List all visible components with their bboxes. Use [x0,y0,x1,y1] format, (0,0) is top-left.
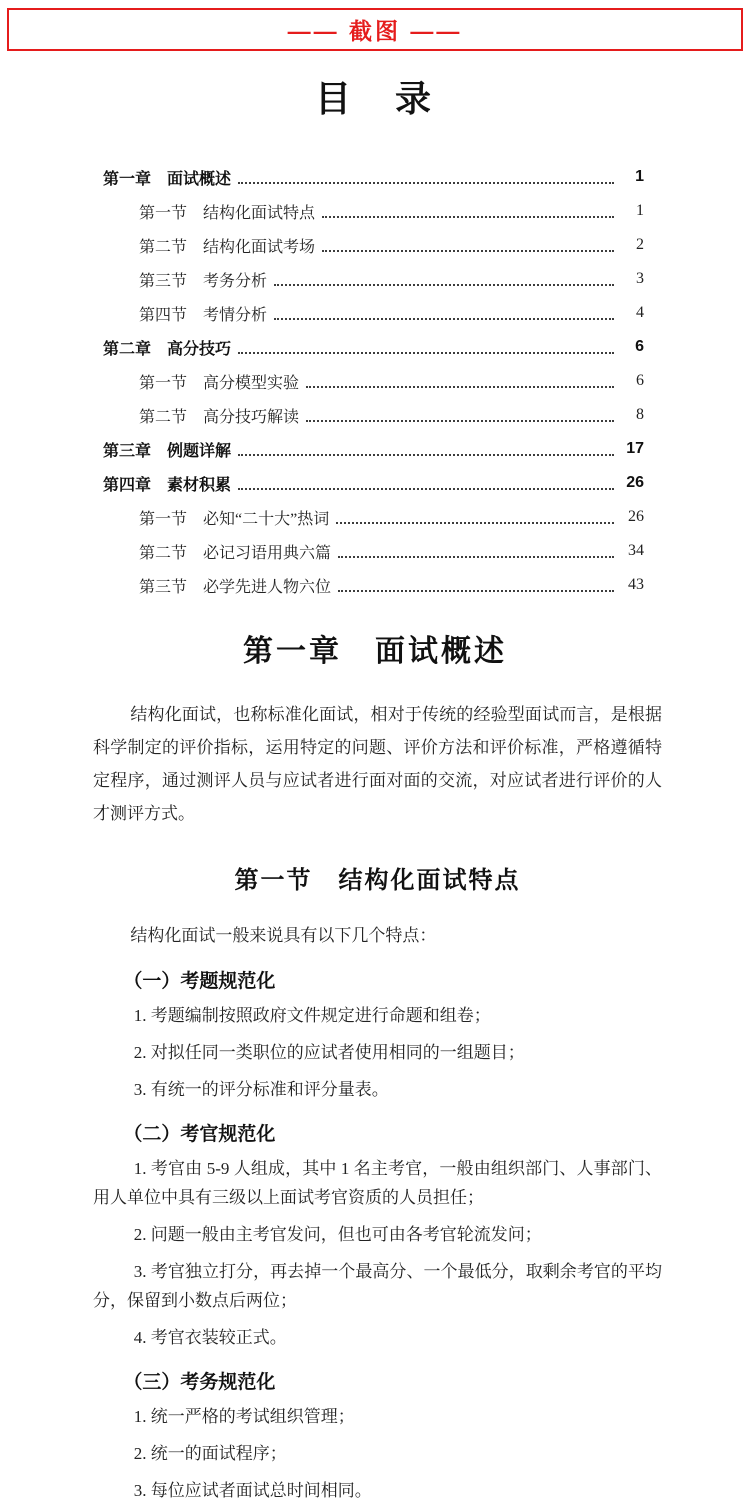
toc-dot-leader [238,340,614,354]
toc-entry [103,160,644,194]
toc-entry-label: 第三节 考务分析 [139,272,268,290]
toc-dot-leader [238,476,614,490]
toc-entry-label: 第二节 高分技巧解读 [139,408,300,426]
toc-entry [103,534,644,568]
subsection-heading: （三）考务规范化 [123,1372,276,1393]
chapter-intro: 结构化面试，也称标准化面试，相对于传统的经验型面试而言，是根据科学制定的评价指标，运用特定的问题、评价方法和评价标准，严格遵循特定程序，通过测评人员与应试者进行面对面的交流，对应试者进行评价的人才测评方式。 [93,705,662,823]
toc-entry [103,466,644,500]
toc-entry [103,432,644,466]
toc-entry-label: 第四节 考情分析 [139,306,268,324]
subsection-heading: （一）考题规范化 [123,971,276,992]
toc-entry [103,296,644,330]
section-lead: 结构化面试一般来说具有以下几个特点： [130,926,437,945]
toc-dot-leader [338,578,614,592]
toc-page-number: 43 [628,576,644,593]
list-item: 1. 考题编制按照政府文件规定进行命题和组卷； [133,1006,491,1025]
toc-dot-leader [274,306,614,320]
toc-dot-leader [274,272,614,286]
toc-entry [103,364,644,398]
list-item: 3. 每位应试者面试总时间相同。 [133,1481,372,1500]
toc-entry [103,262,644,296]
toc-entry-label: 第一节 结构化面试特点 [139,204,316,222]
subsection-heading: （二）考官规范化 [123,1124,276,1145]
list-item: 2. 对拟任同一类职位的应试者使用相同的一组题目； [133,1043,525,1062]
toc-page-number: 1 [635,168,644,185]
toc-entry [103,194,644,228]
toc-entry-label: 第一章 面试概述 [103,170,232,188]
toc-page-number: 34 [628,542,644,559]
banner-label: —— 截图 —— [287,18,463,44]
toc-entry [103,398,644,432]
toc-page-number: 6 [636,372,644,389]
list-item: 3. 考官独立打分，再去掉一个最高分、一个最低分，取剩余考官的平均分，保留到小数点后两位； [93,1262,662,1310]
toc-page-number: 1 [636,202,644,219]
toc-dot-leader [322,204,614,218]
list-item: 1. 考官由 5-9 人组成，其中 1 名主考官，一般由组织部门、人事部门、用人单位中具有三级以上面试考官资质的人员担任； [93,1159,662,1207]
section-heading: 第一节 结构化面试特点 [234,867,521,894]
list-item: 1. 统一严格的考试组织管理； [133,1407,355,1426]
list-item: 3. 有统一的评分标准和评分量表。 [133,1080,389,1099]
toc-dot-leader [306,408,614,422]
toc-dot-leader [338,544,614,558]
toc-page-number: 17 [626,440,644,457]
toc-page-number: 3 [636,270,644,287]
toc-entry-label: 第二节 结构化面试考场 [139,238,316,256]
toc-entry-label: 第二章 高分技巧 [103,340,232,358]
toc-title: 目 录 [314,78,435,119]
toc-entry [103,330,644,364]
toc-entry-label: 第二节 必记习语用典六篇 [139,544,332,562]
toc-entry [103,228,644,262]
toc-entry-label: 第三章 例题详解 [103,442,232,460]
toc-dot-leader [336,510,614,524]
list-item: 2. 统一的面试程序； [133,1444,287,1463]
toc-entry-label: 第一节 高分模型实验 [139,374,300,392]
toc-page-number: 8 [636,406,644,423]
toc-page-number: 26 [626,474,644,491]
toc-page-number: 2 [636,236,644,253]
toc-page-number: 6 [635,338,644,355]
list-item: 4. 考官衣装较正式。 [133,1328,287,1347]
toc-entry-label: 第三节 必学先进人物六位 [139,578,332,596]
toc-dot-leader [322,238,614,252]
screenshot-banner [7,8,743,51]
document-page [0,8,750,1500]
toc-dot-leader [238,170,614,184]
toc-entry [103,500,644,534]
list-item: 2. 问题一般由主考官发问，但也可由各考官轮流发问； [133,1225,542,1244]
toc-entry-label: 第四章 素材积累 [103,476,232,494]
chapter-heading: 第一章 面试概述 [243,635,507,668]
toc-dot-leader [238,442,614,456]
toc-page-number: 4 [636,304,644,321]
chapter-body [93,698,662,1505]
toc-entry-label: 第一节 必知“二十大”热词 [139,510,330,528]
toc-page-number: 26 [628,508,644,525]
toc-entry [103,568,644,602]
toc-dot-leader [306,374,614,388]
table-of-contents [103,160,644,602]
